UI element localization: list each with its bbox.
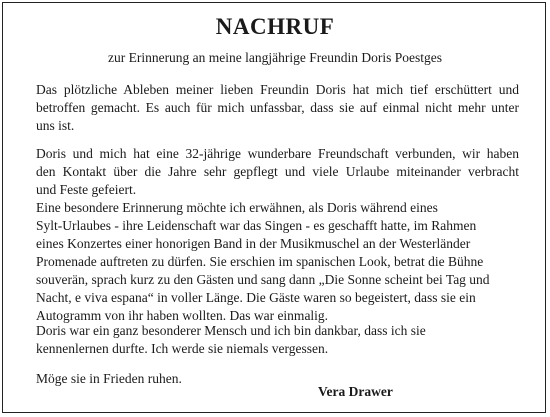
text-line: Nacht, e viva espana“ in voller Länge. Die Gäste waren so begeistert, dass sie ein (36, 290, 476, 305)
text-line: Sylt-Urlaubes - ihre Leidenschaft war das Singen - es geschafft hatte, im Rahmen (36, 218, 477, 233)
paragraph-3 (36, 322, 519, 358)
text-line: Doris und mich hat eine 32-jährige wunderbare Freundschaft verbunden, wir haben (36, 146, 519, 161)
text-line: betroffen gemacht. Es auch für mich unfassbar, dass sie auf einmal nicht mehr unter (36, 100, 519, 115)
text-line: Doris war ein ganz besonderer Mensch und ich bin dankbar, dass ich sie (36, 323, 426, 338)
text-line: Autogramm von ihr haben wollten. Das war einmalig. (36, 308, 329, 323)
text-line: Das plötzliche Ableben meiner lieben Freundin Doris hat mich tief erschüttert und (36, 82, 519, 97)
signature: Vera Drawer (318, 384, 393, 399)
paragraph-2 (36, 145, 519, 325)
text-line: Promenade auftreten zu dürfen. Sie erschien im spanischen Look, betrat die Bühne (36, 254, 484, 269)
text-line: eines Konzertes einer honorigen Band in der Musikmuschel an der Westerländer (36, 236, 471, 251)
text-line: und Feste gefeiert. (36, 182, 137, 197)
text-line: uns ist. (36, 118, 75, 133)
text-line: souverän, sprach kurz zu den Gästen und sang dann „Die Sonne scheint bei Tag und (36, 272, 490, 287)
text-line: den Kontakt über die Jahre sehr gepflegt und viele Urlaube miteinander verbracht (36, 164, 519, 179)
text-line: Möge sie in Frieden ruhen. (36, 371, 182, 386)
text-line: Eine besondere Erinnerung möchte ich erwähnen, als Doris während eines (36, 200, 438, 215)
page-title: NACHRUF (215, 14, 335, 39)
text-line: kennenlernen durfte. Ich werde sie niemals vergessen. (36, 341, 329, 356)
paragraph-1 (36, 81, 519, 135)
paragraph-4 (36, 370, 519, 388)
subtitle: zur Erinnerung an meine langjährige Freundin Doris Poestges (107, 50, 443, 65)
